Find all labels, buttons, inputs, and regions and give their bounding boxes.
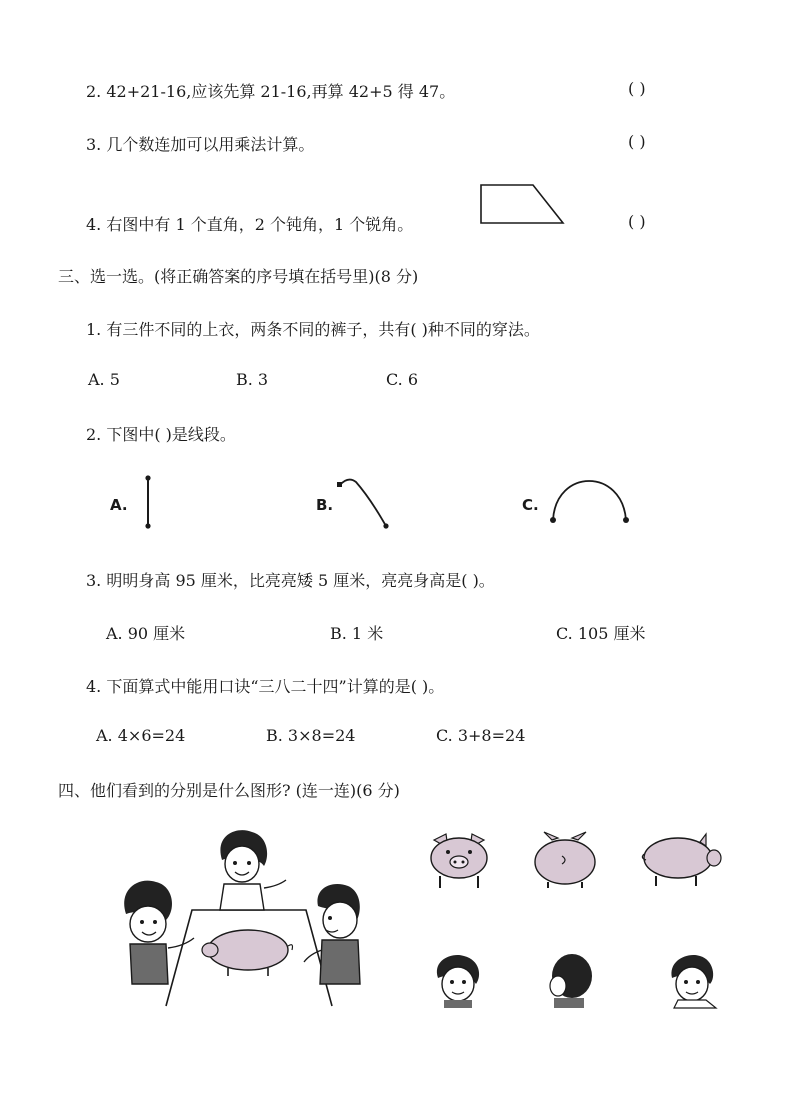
pig-top-view-icon — [530, 830, 600, 890]
q4-text: 4. 下面算式中能用口诀“三八二十四”计算的是( )。 — [86, 677, 445, 696]
q1-option-c[interactable]: C. 6 — [386, 370, 419, 389]
segment-figure-a — [140, 474, 156, 532]
answer-paren[interactable]: ( ) — [628, 79, 646, 98]
q1-option-a[interactable]: A. 5 — [88, 370, 120, 389]
q4-option-a[interactable]: A. 4×6=24 — [96, 726, 186, 745]
judge-item-3: 3. 几个数连加可以用乘法计算。 — [86, 135, 315, 154]
q2-label-c[interactable]: C. — [522, 496, 539, 514]
q4-option-b[interactable]: B. 3×8=24 — [266, 726, 356, 745]
curve-figure-b — [334, 476, 394, 532]
answer-paren[interactable]: ( ) — [628, 132, 646, 151]
q2-label-a[interactable]: A. — [110, 496, 128, 514]
answer-paren[interactable]: ( ) — [628, 212, 646, 231]
child-head-front-icon — [432, 954, 484, 1008]
pig-front-view-icon — [424, 830, 494, 892]
child-left-view-icon — [124, 881, 194, 984]
child-head-back-icon — [544, 952, 596, 1008]
q1-option-b[interactable]: B. 3 — [236, 370, 269, 389]
section3-heading: 三、选一选。(将正确答案的序号填在括号里)(8 分) — [58, 267, 419, 286]
q3-option-c[interactable]: C. 105 厘米 — [556, 624, 646, 643]
q3-text: 3. 明明身高 95 厘米，比亮亮矮 5 厘米，亮亮身高是( )。 — [86, 571, 495, 590]
judge-item-4: 4. 右图中有 1 个直角，2 个钝角，1 个锐角。 — [86, 215, 414, 234]
judge-item-2: 2. 42+21-16,应该先算 21-16,再算 42+5 得 47。 — [86, 82, 456, 101]
q2-text: 2. 下图中( )是线段。 — [86, 425, 236, 444]
scene-illustration — [118, 826, 368, 1008]
q1-text: 1. 有三件不同的上衣，两条不同的裤子，共有( )种不同的穿法。 — [86, 320, 540, 339]
trapezoid-figure — [478, 182, 568, 226]
child-front-view-icon — [220, 830, 286, 910]
q2-label-b[interactable]: B. — [316, 496, 334, 514]
q4-option-c[interactable]: C. 3+8=24 — [436, 726, 526, 745]
q3-option-a[interactable]: A. 90 厘米 — [106, 624, 186, 643]
section4-heading: 四、他们看到的分别是什么图形? (连一连)(6 分) — [58, 781, 400, 800]
q3-option-b[interactable]: B. 1 米 — [330, 624, 384, 643]
pig-on-table-icon — [202, 930, 293, 976]
pig-side-view-icon — [640, 832, 724, 888]
child-head-side-icon — [664, 954, 720, 1008]
arc-figure-c — [546, 476, 632, 528]
